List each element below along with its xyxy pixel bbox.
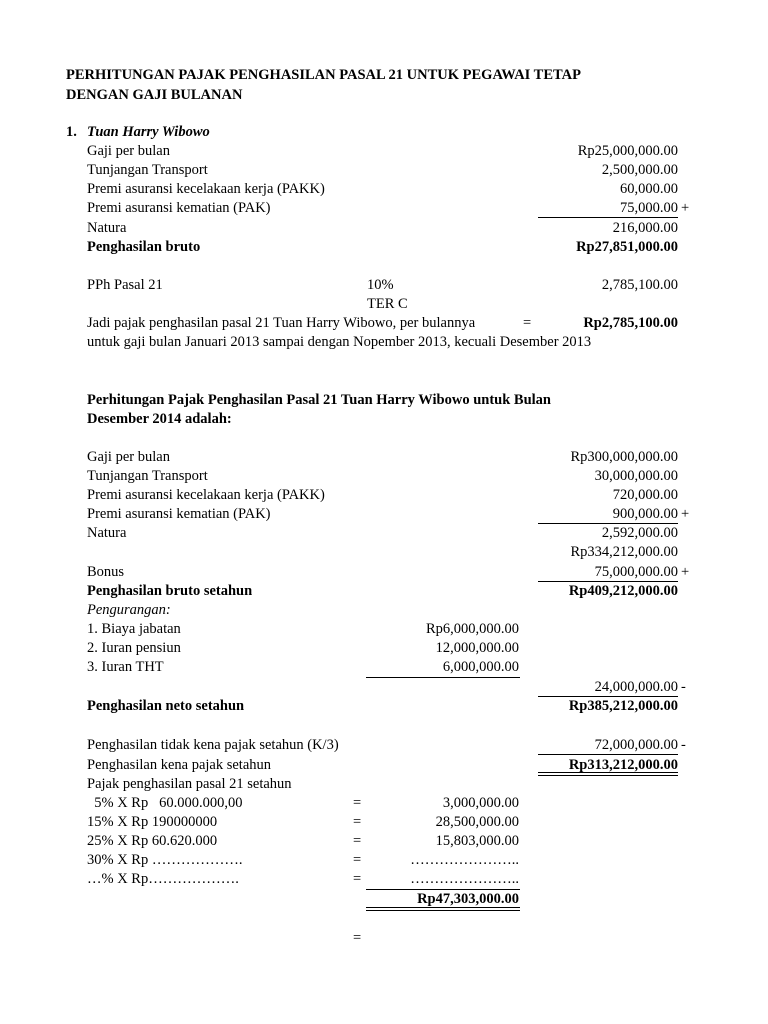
row-label-natura: Natura xyxy=(87,220,127,236)
bonus-value: 75,000,000.00 xyxy=(594,564,678,580)
deductions-rule xyxy=(366,677,520,678)
december-heading-line-1: Perhitungan Pajak Penghasilan Pasal 21 Tuan Harry Wibowo untuk Bulan xyxy=(87,392,551,408)
case-number: 1. xyxy=(66,124,77,140)
row-label-gaji: Gaji per bulan xyxy=(87,143,170,159)
bracket-value-other: ………………….. xyxy=(410,871,519,887)
row-label-pakk: Premi asuransi kecelakaan kerja (PAKK) xyxy=(87,181,325,197)
deduction-value-biaya-jabatan: Rp6,000,000.00 xyxy=(425,621,519,637)
gross-income-label: Penghasilan bruto xyxy=(87,239,201,255)
bonus-label: Bonus xyxy=(87,564,125,580)
net-income-label: Penghasilan neto setahun xyxy=(87,698,245,714)
double-rule-bottom xyxy=(366,910,520,911)
row-value-gaji: Rp25,000,000.00 xyxy=(577,143,678,159)
bracket-label-25: 25% X Rp 60.620.000 xyxy=(87,833,218,849)
dec-subtotal: Rp334,212,000.00 xyxy=(570,544,678,560)
annual-gross-value: Rp409,212,000.00 xyxy=(568,583,678,599)
minus-operator: - xyxy=(681,679,686,695)
double-rule-top xyxy=(538,772,678,773)
bracket-value-25: 15,803,000.00 xyxy=(435,833,519,849)
deductions-total: 24,000,000.00 xyxy=(594,679,678,695)
dec-row-value-natura: 2,592,000.00 xyxy=(601,525,678,541)
row-value-natura: 216,000.00 xyxy=(612,220,678,236)
row-label-pak: Premi asuransi kematian (PAK) xyxy=(87,200,271,216)
deductions-label: Pengurangan: xyxy=(87,602,171,618)
sum-rule xyxy=(538,754,678,755)
pph-value: 2,785,100.00 xyxy=(601,277,678,293)
dec-row-value-pakk: 720,000.00 xyxy=(612,487,678,503)
conclusion-text: Jadi pajak penghasilan pasal 21 Tuan Harry Wibowo, per bulannya xyxy=(87,315,476,331)
pph-rate: 10% xyxy=(367,277,394,293)
dec-row-label-pakk: Premi asuransi kecelakaan kerja (PAKK) xyxy=(87,487,325,503)
bracket-label-other: …% X Rp………………. xyxy=(87,871,239,887)
plus-operator: + xyxy=(681,506,690,522)
deduction-label-iuran-tht: 3. Iuran THT xyxy=(87,659,164,675)
dec-row-label-transport: Tunjangan Transport xyxy=(87,468,208,484)
dec-row-label-natura: Natura xyxy=(87,525,127,541)
double-rule-top xyxy=(366,907,520,908)
row-value-transport: 2,500,000.00 xyxy=(601,162,678,178)
december-heading-line-2: Desember 2014 adalah: xyxy=(87,411,232,427)
bracket-label-30: 30% X Rp ………………. xyxy=(87,852,243,868)
bracket-label-5: 5% X Rp 60.000.000,00 xyxy=(87,795,243,811)
document-title-line-2: DENGAN GAJI BULANAN xyxy=(66,87,243,103)
minus-operator: - xyxy=(681,737,686,753)
dec-row-value-pak: 900,000.00 xyxy=(612,506,678,522)
bracket-equals: = xyxy=(353,871,362,887)
deduction-value-iuran-pensiun: 12,000,000.00 xyxy=(435,640,519,656)
bracket-equals: = xyxy=(353,833,362,849)
sum-rule xyxy=(538,523,678,524)
bracket-value-30: ………………….. xyxy=(410,852,519,868)
document-title-line-1: PERHITUNGAN PAJAK PENGHASILAN PASAL 21 UNTUK PEGAWAI TETAP xyxy=(66,67,581,83)
dec-row-label-gaji: Gaji per bulan xyxy=(87,449,170,465)
row-value-pakk: 60,000.00 xyxy=(620,181,678,197)
annual-tax-label: Pajak penghasilan pasal 21 setahun xyxy=(87,776,292,792)
dec-row-value-gaji: Rp300,000,000.00 xyxy=(570,449,678,465)
plus-operator: + xyxy=(681,200,690,216)
bracket-equals: = xyxy=(353,795,362,811)
pph-category: TER C xyxy=(367,296,408,312)
bracket-value-15: 28,500,000.00 xyxy=(435,814,519,830)
conclusion-note: untuk gaji bulan Januari 2013 sampai dengan Nopember 2013, kecuali Desember 2013 xyxy=(87,334,592,350)
taxpayer-name: Tuan Harry Wibowo xyxy=(87,124,210,140)
conclusion-equals: = xyxy=(523,315,532,331)
dec-row-value-transport: 30,000,000.00 xyxy=(594,468,678,484)
bracket-equals: = xyxy=(353,814,362,830)
sum-rule xyxy=(366,889,520,890)
taxable-income-value: Rp313,212,000.00 xyxy=(568,757,678,773)
final-equals: = xyxy=(353,930,362,946)
pph-label: PPh Pasal 21 xyxy=(87,277,163,293)
bracket-label-15: 15% X Rp 190000000 xyxy=(87,814,218,830)
dec-row-label-pak: Premi asuransi kematian (PAK) xyxy=(87,506,271,522)
double-rule-bottom xyxy=(538,775,678,776)
sum-rule xyxy=(538,696,678,697)
deduction-label-biaya-jabatan: 1. Biaya jabatan xyxy=(87,621,181,637)
gross-income-value: Rp27,851,000.00 xyxy=(576,239,678,255)
annual-gross-label: Penghasilan bruto setahun xyxy=(87,583,253,599)
bracket-value-5: 3,000,000.00 xyxy=(442,795,519,811)
taxable-income-label: Penghasilan kena pajak setahun xyxy=(87,757,272,773)
net-income-value: Rp385,212,000.00 xyxy=(568,698,678,714)
conclusion-value: Rp2,785,100.00 xyxy=(583,315,678,331)
bracket-equals: = xyxy=(353,852,362,868)
row-value-pak: 75,000.00 xyxy=(620,200,678,216)
deduction-label-iuran-pensiun: 2. Iuran pensiun xyxy=(87,640,181,656)
ptkp-label: Penghasilan tidak kena pajak setahun (K/3) xyxy=(87,737,339,753)
plus-operator: + xyxy=(681,564,690,580)
deduction-value-iuran-tht: 6,000,000.00 xyxy=(442,659,519,675)
row-label-transport: Tunjangan Transport xyxy=(87,162,208,178)
sum-rule xyxy=(538,217,678,218)
annual-tax-total: Rp47,303,000.00 xyxy=(417,891,519,907)
sum-rule xyxy=(538,581,678,582)
ptkp-value: 72,000,000.00 xyxy=(594,737,678,753)
